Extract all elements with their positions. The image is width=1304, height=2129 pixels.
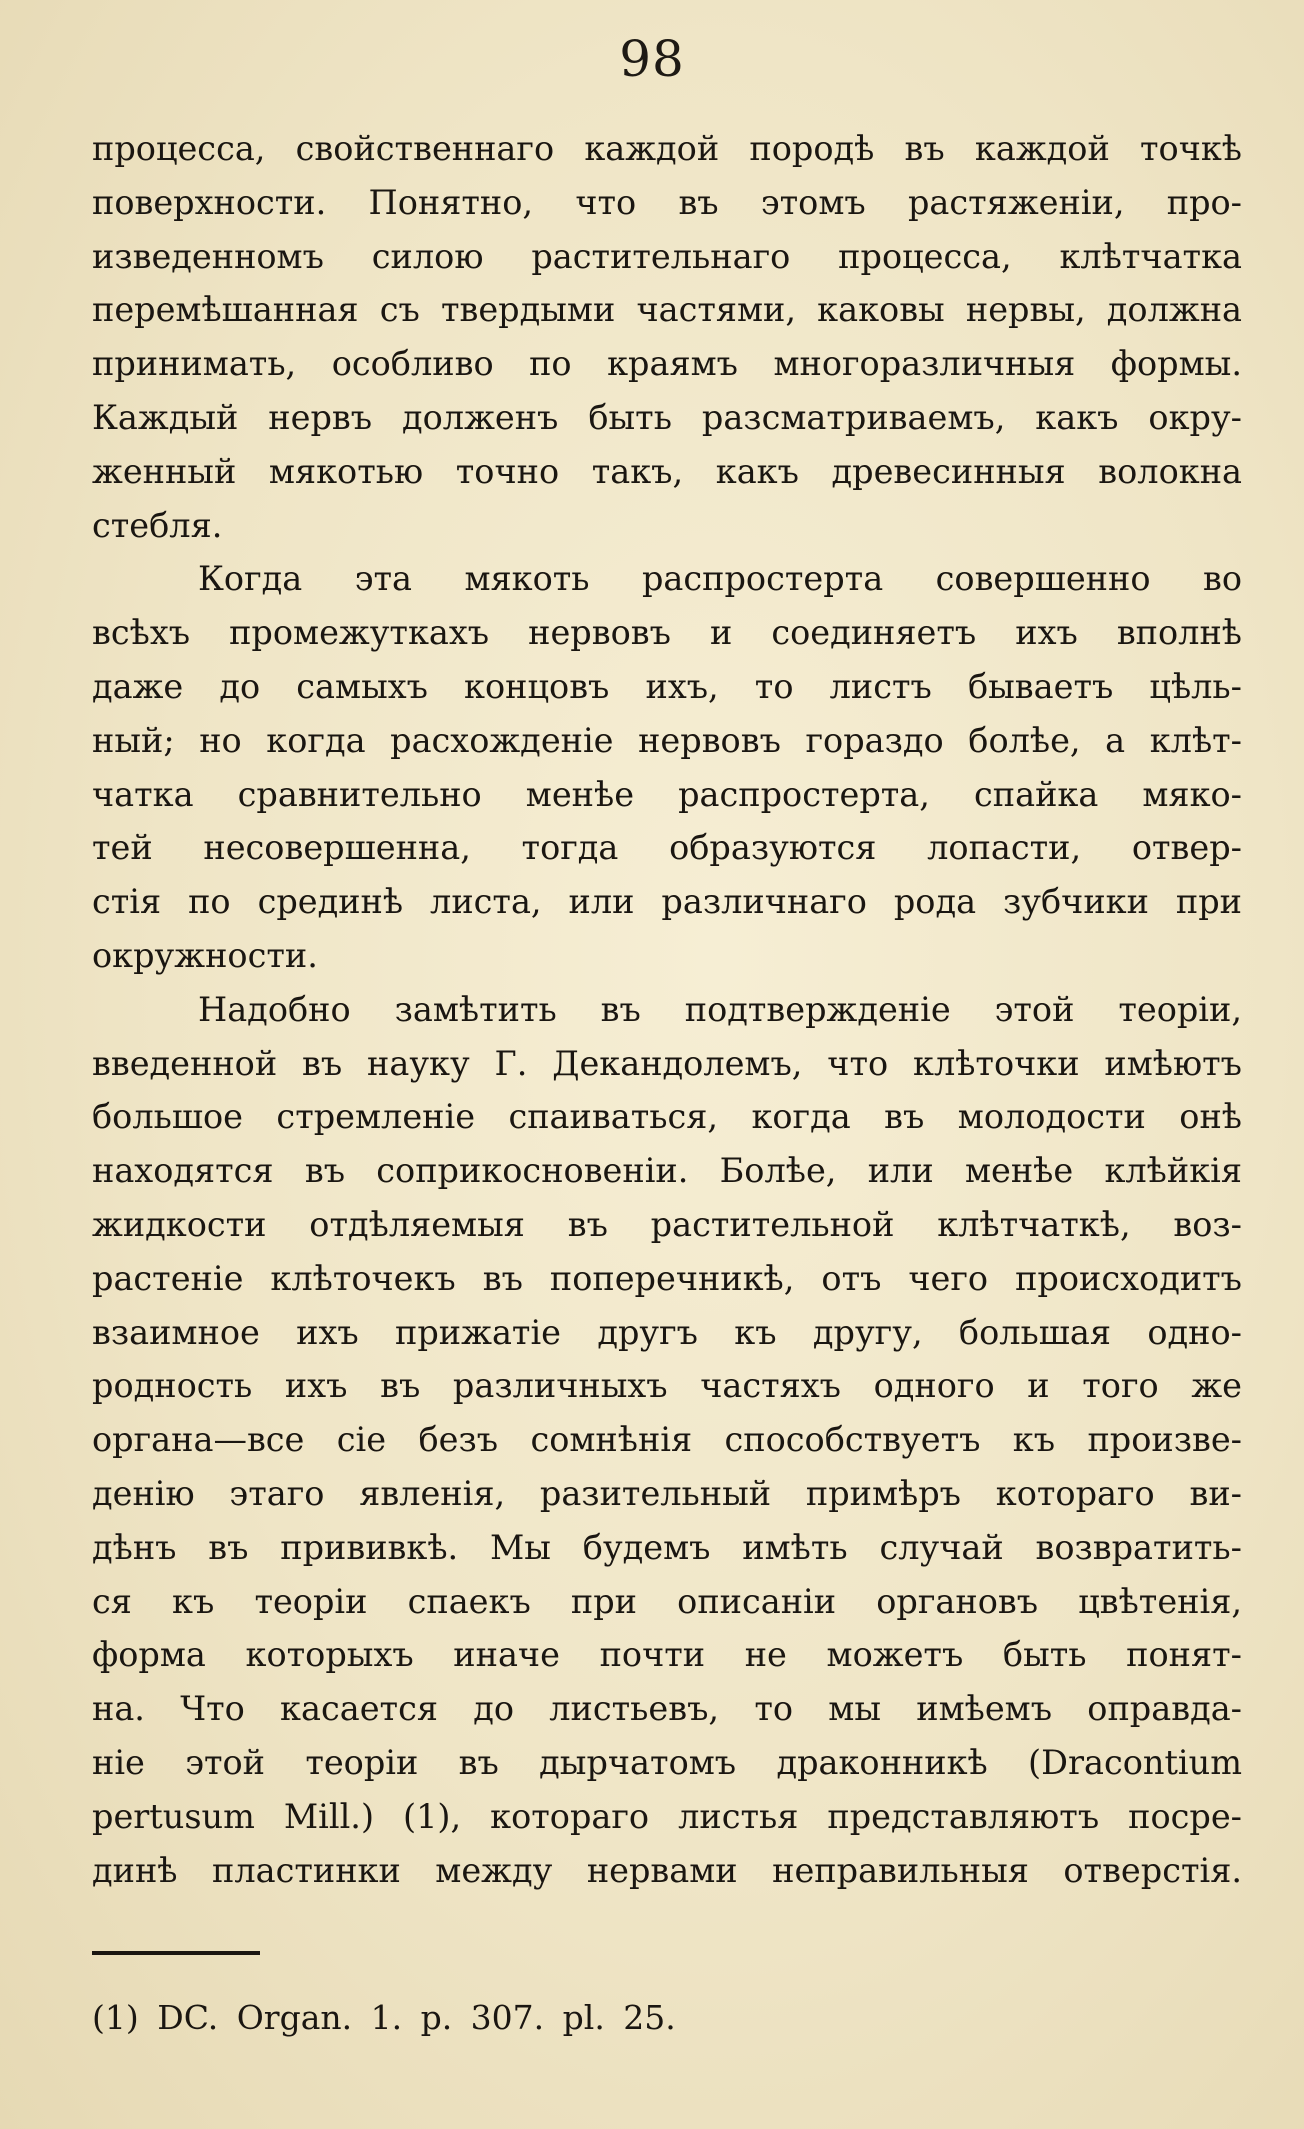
text-line: перемѣшанная съ твердыми частями, каковы нервы, должна bbox=[92, 290, 1242, 330]
text-line: ніе этой теоріи въ дырчатомъ драконникѣ (Dracontium bbox=[92, 1742, 1242, 1782]
text-line: чатка сравнительно менѣе распростерта, спайка мяко- bbox=[92, 774, 1242, 814]
text-line: окружности. bbox=[92, 935, 318, 975]
text-line: принимать, особливо по краямъ многоразличныя формы. bbox=[92, 344, 1242, 384]
text-line: ся къ теоріи спаекъ при описаніи органовъ цвѣтенія, bbox=[92, 1581, 1242, 1621]
text-line: форма которыхъ иначе почти не можетъ быть понят- bbox=[92, 1635, 1242, 1675]
body-text bbox=[92, 122, 1242, 1897]
text-line: Каждый нервъ долженъ быть разсматриваемъ, какъ окру- bbox=[92, 397, 1242, 437]
text-line: введенной въ науку Г. Декандолемъ, что клѣточки имѣютъ bbox=[92, 1043, 1242, 1083]
paragraph-start-line: Когда эта мякоть распростерта совершенно во bbox=[198, 559, 1242, 599]
footnote-divider bbox=[92, 1951, 260, 1955]
text-line: процесса, свойственнаго каждой породѣ въ каждой точкѣ bbox=[92, 129, 1242, 168]
paragraph-start-line: Надобно замѣтить въ подтвержденіе этой теоріи, bbox=[198, 989, 1242, 1029]
text-line: растеніе клѣточекъ въ поперечникѣ, отъ чего происходитъ bbox=[92, 1258, 1242, 1298]
text-line: родность ихъ въ различныхъ частяхъ одного и того же bbox=[92, 1366, 1242, 1406]
text-line: большое стремленіе спаиваться, когда въ молодости онѣ bbox=[92, 1097, 1242, 1137]
text-line: денію этаго явленія, разительный примѣръ котораго ви- bbox=[92, 1473, 1242, 1513]
text-line: динѣ пластинки между нервами неправильныя отверстія. bbox=[92, 1850, 1242, 1890]
text-line: ный; но когда расхожденіе нервовъ гораздо болѣе, а клѣт- bbox=[92, 720, 1242, 760]
footnote: (1) DC. Organ. 1. p. 307. pl. 25. bbox=[92, 1998, 676, 2037]
text-line: на. Что касается до листьевъ, то мы имѣемъ оправда- bbox=[92, 1689, 1242, 1729]
text-line: даже до самыхъ концовъ ихъ, то листъ бываетъ цѣль- bbox=[92, 666, 1242, 706]
text-line: находятся въ соприкосновеніи. Болѣе, или менѣе клѣйкія bbox=[92, 1151, 1242, 1191]
text-line: женный мякотью точно такъ, какъ древесинныя волокна bbox=[92, 451, 1242, 491]
text-line: жидкости отдѣляемыя въ растительной клѣтчаткѣ, воз- bbox=[92, 1204, 1242, 1244]
text-line: всѣхъ промежуткахъ нервовъ и соединяетъ ихъ вполнѣ bbox=[92, 613, 1242, 653]
text-line: стебля. bbox=[92, 505, 223, 545]
text-line: поверхности. Понятно, что въ этомъ растяженіи, про- bbox=[92, 182, 1242, 222]
text-line: тей несовершенна, тогда образуются лопасти, отвер- bbox=[92, 828, 1242, 868]
text-line: pertusum Mill.) (1), котораго листья представляютъ посре- bbox=[92, 1796, 1242, 1836]
text-line: стія по срединѣ листа, или различнаго рода зубчики при bbox=[92, 882, 1242, 922]
page-number: 98 bbox=[619, 30, 685, 88]
text-line: органа—все сіе безъ сомнѣнія способствуетъ къ произве- bbox=[92, 1420, 1242, 1460]
text-line: дѣнъ въ прививкѣ. Мы будемъ имѣть случай возвратить- bbox=[92, 1527, 1242, 1567]
text-line: изведенномъ силою растительнаго процесса, клѣтчатка bbox=[92, 236, 1242, 276]
text-line: взаимное ихъ прижатіе другъ къ другу, большая одно- bbox=[92, 1312, 1242, 1352]
